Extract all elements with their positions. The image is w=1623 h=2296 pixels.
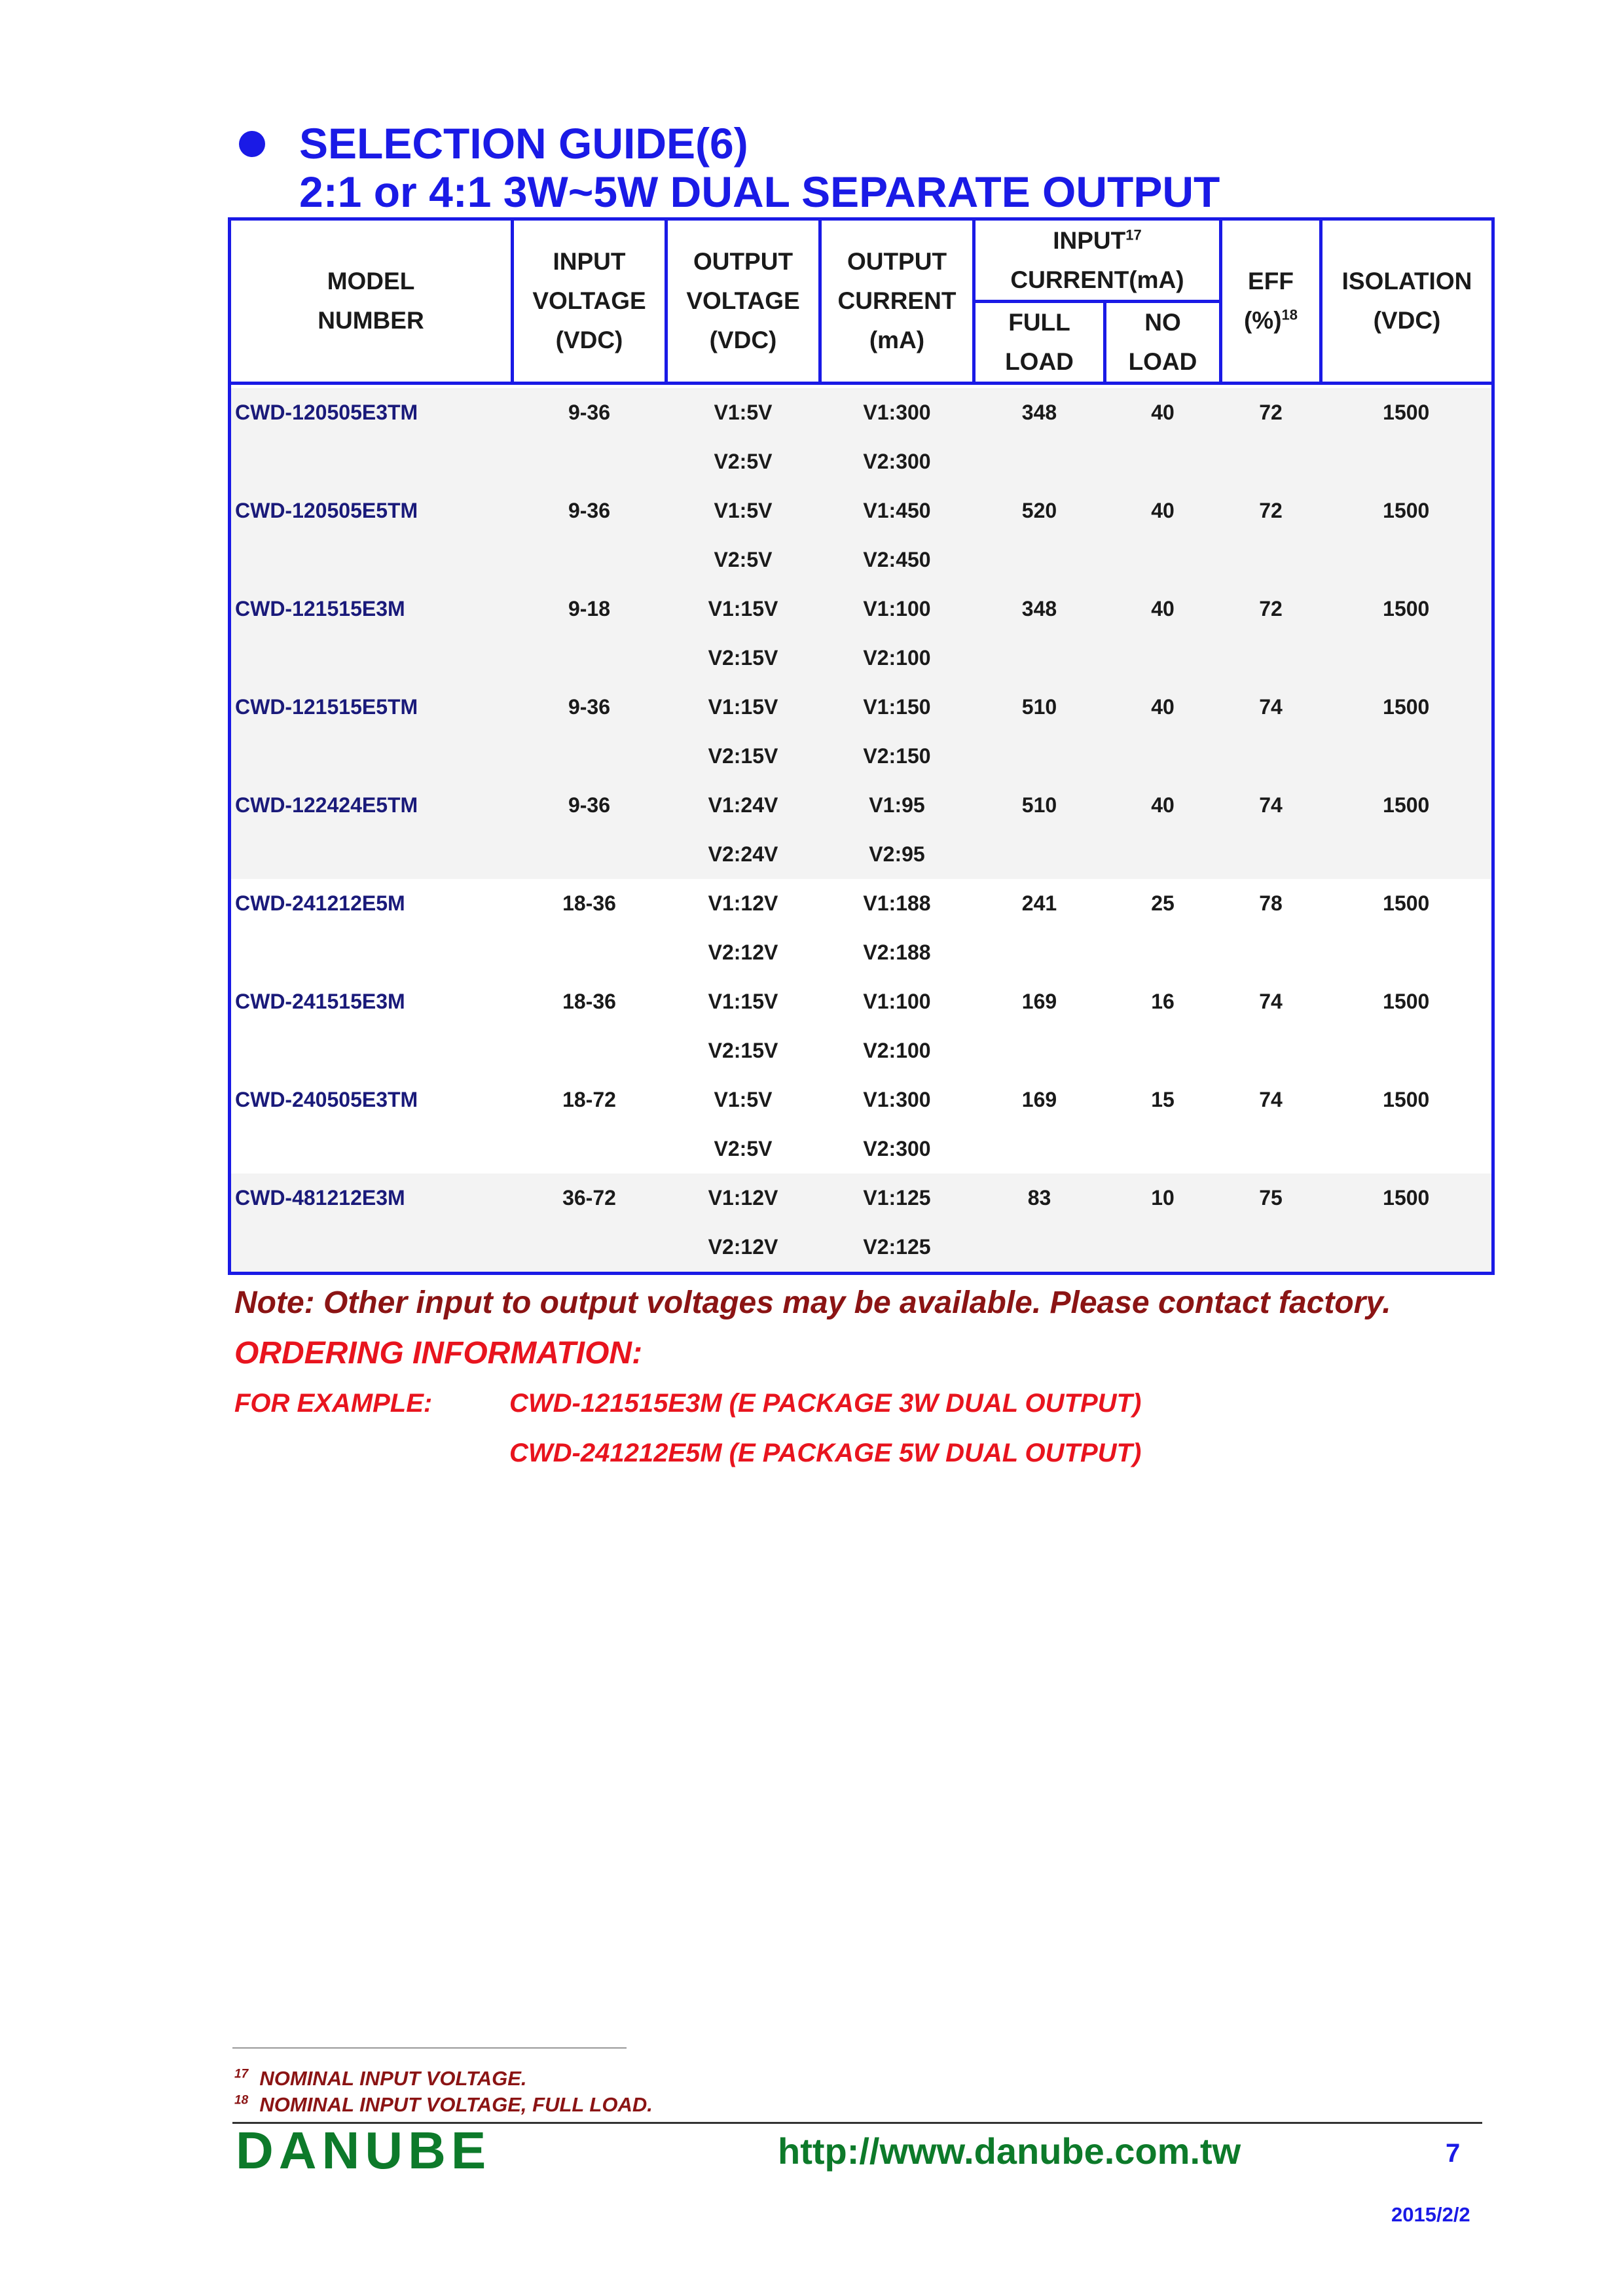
input-voltage-cell [513,1223,666,1274]
model-cell [230,732,513,781]
table-spacer-cell [230,384,1493,389]
table-row [230,977,1493,1026]
input-voltage-cell: 18-36 [562,990,616,1013]
model-cell [230,1124,513,1174]
no-load-cell [1105,732,1221,781]
isolation-cell [1321,1223,1493,1274]
website-link[interactable]: http://www.danube.com.tw [778,2130,1241,2172]
efficiency-cell [1221,634,1321,683]
no-load-cell: 40 [1105,388,1221,437]
title-line-1: SELECTION GUIDE(6) [299,119,748,168]
no-load-cell [1105,830,1221,879]
no-load-cell: 10 [1105,1174,1221,1223]
input-voltage-cell [513,928,666,977]
full-load-cell: 348 [974,388,1105,437]
input-voltage-cell: 18-36 [562,891,616,915]
header-row-1 [230,219,1493,302]
efficiency-cell [1221,1223,1321,1274]
footnote-18: $^{18}$ NOMINAL INPUT VOLTAGE, FULL LOAD. [234,2093,653,2116]
full-load-cell: 169 [1021,990,1057,1013]
isolation-cell [1321,732,1493,781]
efficiency-cell [1221,535,1321,584]
efficiency-cell [1221,1124,1321,1174]
table-row [230,781,1493,830]
example-2: CWD-241212E5M (E PACKAGE 5W DUAL OUTPUT) [509,1439,1142,1467]
output-voltage-cell: V1:24V [666,781,820,830]
output-current-cell: V2:150 [820,732,974,781]
table-row-continuation [230,928,1493,977]
output-current-cell: V2:300 [820,437,974,486]
output-voltage-cell: V1:12V [708,891,778,915]
danube-logo: DANUBE [236,2121,492,2179]
output-current-cell: V1:300 [820,388,974,437]
selection-guide-table [228,217,1495,1275]
model-cell [230,437,513,486]
full-load-cell: 510 [974,683,1105,732]
efficiency-cell: 74 [1221,683,1321,732]
output-current-cell: V1:125 [820,1174,974,1223]
model-cell: CWD-241212E5M [235,891,405,915]
full-load-cell [974,1223,1105,1274]
isolation-cell: 1500 [1321,486,1493,535]
output-current-cell: V2:95 [820,830,974,879]
no-load-cell: 16 [1151,990,1175,1013]
input-voltage-cell: 9-36 [513,683,666,732]
model-cell [230,634,513,683]
footnote-17: $^{17}$ NOMINAL INPUT VOLTAGE. [234,2067,527,2090]
full-load-cell [974,535,1105,584]
model-cell: CWD-122424E5TM [230,781,513,830]
efficiency-cell [1221,928,1321,977]
output-voltage-cell: V1:5V [666,486,820,535]
output-voltage-cell: V2:5V [666,437,820,486]
table-row [230,1075,1493,1124]
no-load-cell [1105,1223,1221,1274]
isolation-cell [1321,634,1493,683]
output-voltage-cell: V1:15V [708,990,778,1013]
model-cell [230,1026,513,1075]
isolation-cell [1321,1026,1493,1075]
output-current-cell: V2:100 [863,1039,931,1062]
no-load-cell [1105,1124,1221,1174]
full-load-cell [974,437,1105,486]
output-voltage-cell: V2:15V [666,634,820,683]
input-voltage-cell: 9-36 [513,388,666,437]
model-cell: CWD-481212E3M [230,1174,513,1223]
no-load-cell [1105,535,1221,584]
table-row [230,584,1493,634]
efficiency-cell [1221,732,1321,781]
header-eff: EFF (%)$^{18}$ [1221,219,1321,384]
efficiency-cell: 72 [1221,486,1321,535]
input-voltage-cell [513,634,666,683]
isolation-cell: 1500 [1383,1088,1430,1111]
input-voltage-cell [513,1026,666,1075]
model-cell [230,1223,513,1274]
no-load-cell [1105,1026,1221,1075]
full-load-cell: 83 [974,1174,1105,1223]
header-isolation: ISOLATION (VDC) [1321,219,1493,384]
input-voltage-cell: 9-18 [513,584,666,634]
efficiency-cell: 72 [1221,584,1321,634]
output-current-cell: V1:100 [863,990,931,1013]
header-full-load: FULL LOAD [974,302,1105,384]
input-voltage-cell [513,535,666,584]
isolation-cell [1321,928,1493,977]
efficiency-cell: 74 [1259,990,1283,1013]
model-cell: CWD-120505E3TM [230,388,513,437]
model-cell [230,830,513,879]
no-load-cell [1105,437,1221,486]
no-load-cell: 40 [1105,584,1221,634]
isolation-cell [1321,535,1493,584]
note-text: Note: Other input to output voltages may be available. Please contact factory. [234,1285,1391,1320]
table-row [230,879,1493,928]
header-no-load: NO LOAD [1105,302,1221,384]
header-output-current: OUTPUT CURRENT (mA) [820,219,974,384]
full-load-cell [974,830,1105,879]
table-row-continuation [230,732,1493,781]
input-voltage-cell [513,1124,666,1174]
table-row-continuation [230,1223,1493,1274]
table-row-continuation [230,437,1493,486]
output-voltage-cell: V1:5V [666,388,820,437]
input-voltage-cell: 9-36 [513,486,666,535]
output-current-cell: V1:95 [820,781,974,830]
input-voltage-cell [513,437,666,486]
table-row [230,388,1493,437]
table-row [230,1174,1493,1223]
output-voltage-cell: V1:15V [666,584,820,634]
full-load-cell [974,732,1105,781]
output-current-cell: V1:150 [820,683,974,732]
table-row [230,486,1493,535]
output-current-cell: V2:125 [820,1223,974,1274]
output-voltage-cell: V2:12V [708,941,778,964]
efficiency-cell [1221,1026,1321,1075]
table-row-continuation [230,1124,1493,1174]
isolation-cell: 1500 [1321,388,1493,437]
efficiency-cell [1221,437,1321,486]
header-input-voltage: INPUT VOLTAGE (VDC) [513,219,666,384]
full-load-cell [974,634,1105,683]
output-current-cell: V2:450 [820,535,974,584]
bullet-icon [239,131,265,157]
isolation-cell: 1500 [1383,891,1430,915]
model-cell [230,928,513,977]
output-voltage-cell: V2:12V [666,1223,820,1274]
output-voltage-cell: V2:24V [666,830,820,879]
output-voltage-cell: V2:15V [666,732,820,781]
table-body [230,384,1493,1274]
output-voltage-cell: V2:5V [666,535,820,584]
ordering-information-heading: ORDERING INFORMATION: [234,1336,643,1371]
input-voltage-cell: 9-36 [513,781,666,830]
efficiency-cell [1221,830,1321,879]
efficiency-cell: 72 [1221,388,1321,437]
table-row-continuation [230,830,1493,879]
isolation-cell [1321,1124,1493,1174]
output-voltage-cell: V1:15V [666,683,820,732]
full-load-cell [974,1124,1105,1174]
output-current-cell: V1:300 [863,1088,931,1111]
model-cell: CWD-121515E3M [230,584,513,634]
no-load-cell: 15 [1151,1088,1175,1111]
full-load-cell: 510 [974,781,1105,830]
model-cell [230,535,513,584]
efficiency-cell: 75 [1221,1174,1321,1223]
output-current-cell: V2:100 [820,634,974,683]
full-load-cell: 169 [1021,1088,1057,1111]
input-voltage-cell [513,830,666,879]
no-load-cell [1105,928,1221,977]
output-voltage-cell: V2:15V [708,1039,778,1062]
efficiency-cell: 78 [1259,891,1283,915]
revision-date: 2015/2/2 [1391,2203,1470,2226]
full-load-cell: 520 [974,486,1105,535]
model-cell: CWD-120505E5TM [230,486,513,535]
isolation-cell: 1500 [1383,990,1430,1013]
output-voltage-cell: V1:12V [666,1174,820,1223]
input-voltage-cell: 18-72 [562,1088,616,1111]
isolation-cell: 1500 [1321,1174,1493,1223]
page-number: 7 [1446,2139,1461,2168]
isolation-cell: 1500 [1321,584,1493,634]
isolation-cell [1321,830,1493,879]
table-row-continuation [230,535,1493,584]
title-line-2: 2:1 or 4:1 3W~5W DUAL SEPARATE OUTPUT [299,168,1220,216]
example-label: FOR EXAMPLE: [234,1389,433,1418]
no-load-cell: 25 [1151,891,1175,915]
table-row-continuation [230,634,1493,683]
full-load-cell [974,928,1105,977]
no-load-cell: 40 [1105,683,1221,732]
isolation-cell [1321,437,1493,486]
output-current-cell: V2:188 [863,941,931,964]
no-load-cell: 40 [1105,781,1221,830]
output-voltage-cell: V1:5V [714,1088,773,1111]
full-load-cell [974,1026,1105,1075]
output-voltage-cell: V2:5V [714,1137,773,1160]
output-current-cell: V1:100 [820,584,974,634]
input-voltage-cell: 36-72 [513,1174,666,1223]
table-spacer [230,384,1493,389]
table-row-continuation [230,1026,1493,1075]
output-current-cell: V1:450 [820,486,974,535]
input-voltage-cell [513,732,666,781]
model-cell: CWD-241515E3M [235,990,405,1013]
table-row [230,683,1493,732]
output-current-cell: V2:300 [863,1137,931,1160]
full-load-cell: 241 [1021,891,1057,915]
header-input-current: INPUT$^{17}$ CURRENT(mA) [974,219,1221,302]
footnote-divider [232,2047,627,2049]
header-model: MODEL NUMBER [230,219,513,384]
no-load-cell: 40 [1105,486,1221,535]
header-output-voltage: OUTPUT VOLTAGE (VDC) [666,219,820,384]
full-load-cell: 348 [974,584,1105,634]
efficiency-cell: 74 [1259,1088,1283,1111]
efficiency-cell: 74 [1221,781,1321,830]
no-load-cell [1105,634,1221,683]
model-cell: CWD-240505E3TM [235,1088,418,1111]
isolation-cell: 1500 [1321,781,1493,830]
model-cell: CWD-121515E5TM [230,683,513,732]
example-1: CWD-121515E3M (E PACKAGE 3W DUAL OUTPUT) [509,1389,1142,1418]
isolation-cell: 1500 [1321,683,1493,732]
output-current-cell: V1:188 [863,891,931,915]
